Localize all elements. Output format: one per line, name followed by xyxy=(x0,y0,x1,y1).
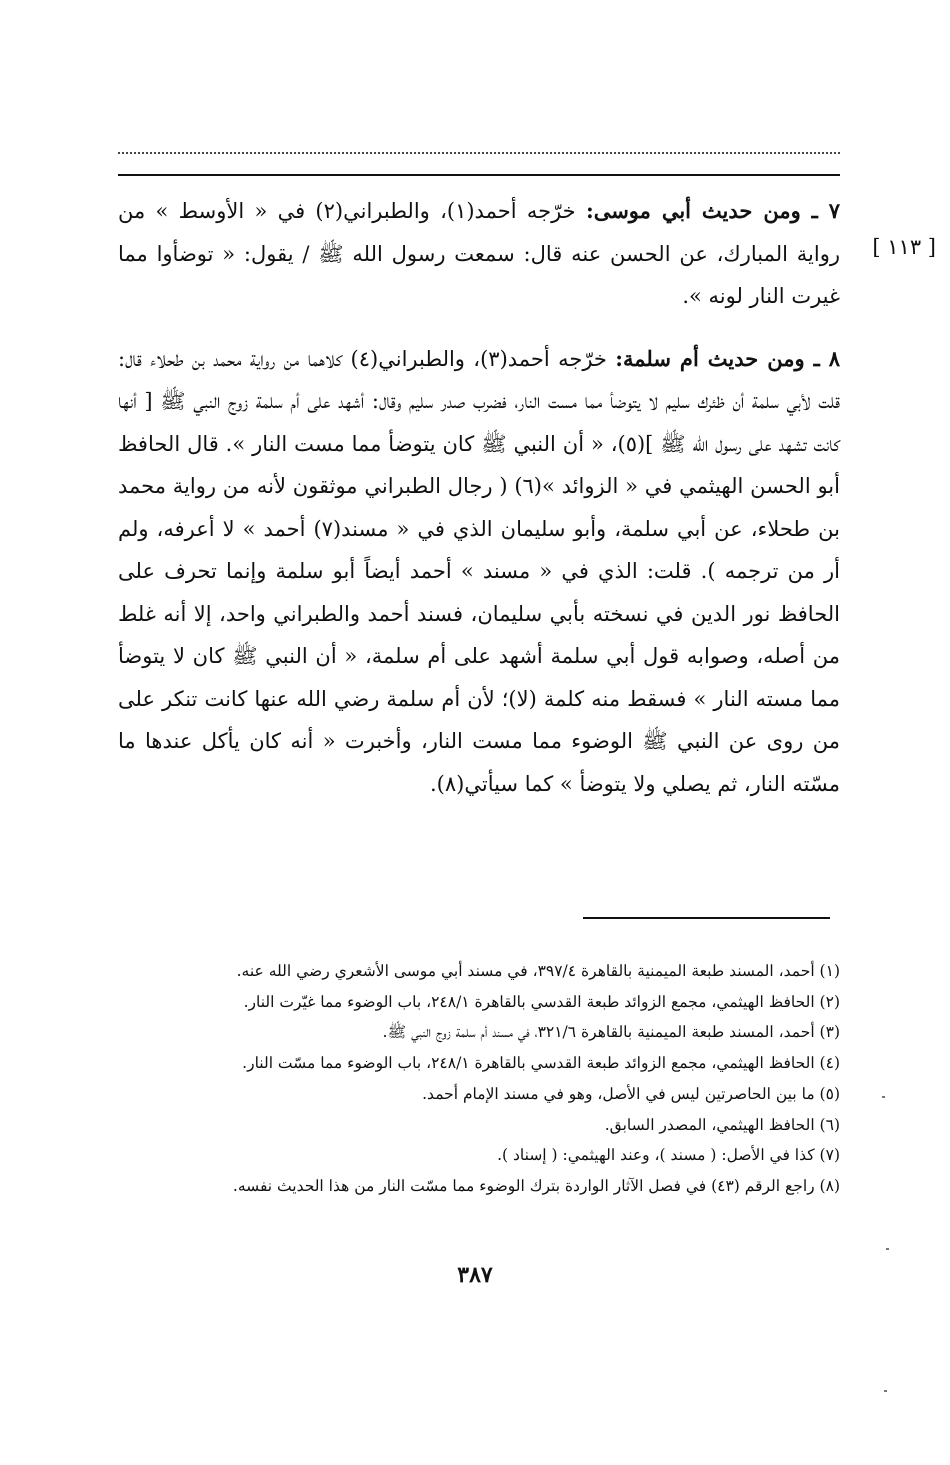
header-rule xyxy=(118,174,840,176)
paragraph-8 xyxy=(118,338,840,806)
scan-speck xyxy=(882,1096,885,1098)
footnote-5: (٥) ما بين الحاصرتين ليس في الأصل، وهو في مسند الإمام أحمد. xyxy=(422,1084,840,1103)
scan-speck xyxy=(884,1390,887,1392)
scan-speck xyxy=(886,1248,889,1250)
paragraph-7 xyxy=(118,190,840,318)
footnote-4: (٤) الحافظ الهيثمي، مجمع الزوائد طبعة القدسي بالقاهرة ٢٤٨/١، باب الوضوء مما مسّت النار. xyxy=(242,1054,840,1073)
footnote-1: (١) أحمد، المسند طبعة الميمنية بالقاهرة ٣٩٧/٤، في مسند أبي موسى الأشعري رضي الله عنه. xyxy=(236,962,840,980)
footnote-separator xyxy=(583,917,830,919)
paragraph-body: خرّجه أحمد(٣)، والطبراني(٤) كلاهما من رواية محمد بن طحلاء قال: قلت لأبي سلمة أن ظئرك سليم لا يتوضأ مما مست النار، فضرب صدر سليم وقال: أشهد على أم سلمة زوج النبي ﷺ [ أنها كانت تشهد على رسول الله ﷺ ](٥)، « أن النبي ﷺ كان يتوضأ مما مست النار ». قال الحافظ أبو الحسن الهيثمي في « الزوائد »(٦) ( رجال الطبراني موثقون لأنه من رواية محمد بن طحلاء، عن أبي سلمة، وأبو سليمان الذي في « مسند(٧) أحمد » لا أعرفه، ولم أر من ترجمه ). قلت: الذي في « مسند » أحمد أيضاً أبو سلمة وإنما تحرف على الحافظ نور الدين في نسخته بأبي سليمان، فسند أحمد والطبراني واحد، إلا أنه غلط من أصله، وصوابه قول أبي سلمة أشهد على أم سلمة، « أن النبي ﷺ كان لا يتوضأ مما مسته النار » فسقط منه كلمة (لا)؛ لأن أم سلمة رضي الله عنها كانت تنكر على من روى عن النبي ﷺ الوضوء مما مست النار، وأخبرت « أنه كان يأكل عندها ما مسّته النار، ثم يصلي ولا يتوضأ » كما سيأتي(٨). xyxy=(118,346,840,796)
footnote-3: (٣) أحمد، المسند طبعة الميمنية بالقاهرة ٣٢١/٦، في مسند أم سلمة زوج النبي ﷺ. xyxy=(382,1023,840,1042)
page-number: ٣٨٧ xyxy=(457,1262,493,1288)
dotted-separator xyxy=(118,152,840,154)
main-text xyxy=(118,190,840,805)
paragraph-heading: ٨ ـ ومن حديث أم سلمة: xyxy=(615,345,841,371)
footnotes xyxy=(118,956,840,1202)
footnote-8: (٨) راجع الرقم (٤٣) في فصل الآثار الواردة بترك الوضوء مما مسّت النار من هذا الحديث نفسه. xyxy=(232,1176,840,1195)
footnote-6: (٦) الحافظ الهيثمي، المصدر السابق. xyxy=(604,1115,840,1134)
margin-page-reference: [ ١١٣ ] xyxy=(872,235,936,259)
footnote-7: (٧) كذا في الأصل: ( مسند )، وعند الهيثمي: ( إسناد ). xyxy=(497,1146,840,1165)
paragraph-body: خرّجه أحمد(١)، والطبراني(٢) في « الأوسط » من رواية المبارك، عن الحسن عنه قال: سمعت رسول الله ﷺ / يقول: « توضأوا مما غيرت النار لونه ». xyxy=(118,199,840,308)
paragraph-heading: ٧ ـ ومن حديث أبي موسى: xyxy=(585,198,840,223)
footnote-2: (٢) الحافظ الهيثمي، مجمع الزوائد طبعة القدسي بالقاهرة ٢٤٨/١، باب الوضوء مما غيّرت النار. xyxy=(243,992,840,1011)
